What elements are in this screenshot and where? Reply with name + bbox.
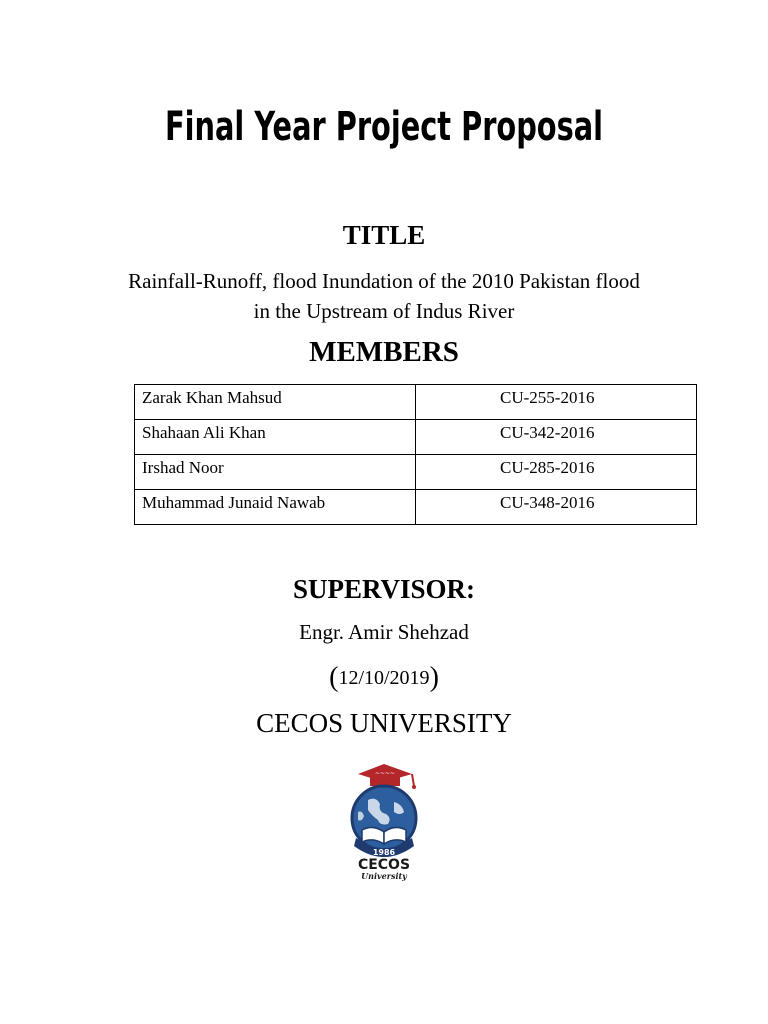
members-heading: MEMBERS [309, 336, 459, 368]
table-row [135, 385, 697, 420]
member-name: Muhammad Junaid Nawab [135, 490, 416, 525]
supervisor-name: Engr. Amir Shehzad [299, 620, 469, 644]
project-title-line-1: Rainfall-Runoff, flood Inundation of the 2010 Pakistan flood [128, 269, 640, 293]
project-title [0, 266, 768, 326]
member-name: Irshad Noor [135, 455, 416, 490]
svg-text:~~~~: ~~~~ [374, 770, 396, 777]
logo-year-text: 1986 [372, 848, 396, 857]
date-open-paren: ( [329, 662, 339, 693]
member-id: CU-348-2016 [416, 490, 697, 525]
university-name: CECOS UNIVERSITY [256, 708, 512, 738]
university-logo [328, 760, 440, 882]
member-name: Shahaan Ali Khan [135, 420, 416, 455]
logo-subtitle-text: University [361, 871, 407, 881]
table-row [135, 420, 697, 455]
date-value: 12/10/2019 [338, 667, 430, 689]
title-heading: TITLE [342, 220, 426, 250]
member-name: Zarak Khan Mahsud [135, 385, 416, 420]
members-table [134, 384, 697, 525]
table-row [135, 455, 697, 490]
logo-name-text: CECOS [357, 857, 411, 873]
member-id: CU-342-2016 [416, 420, 697, 455]
main-title: Final Year Project Proposal [164, 104, 604, 150]
proposal-date [0, 662, 768, 694]
member-id: CU-255-2016 [416, 385, 697, 420]
project-title-line-2: in the Upstream of Indus River [253, 299, 515, 323]
table-row [135, 490, 697, 525]
supervisor-heading: SUPERVISOR: [292, 574, 476, 604]
member-id: CU-285-2016 [416, 455, 697, 490]
date-close-paren: ) [429, 662, 439, 693]
